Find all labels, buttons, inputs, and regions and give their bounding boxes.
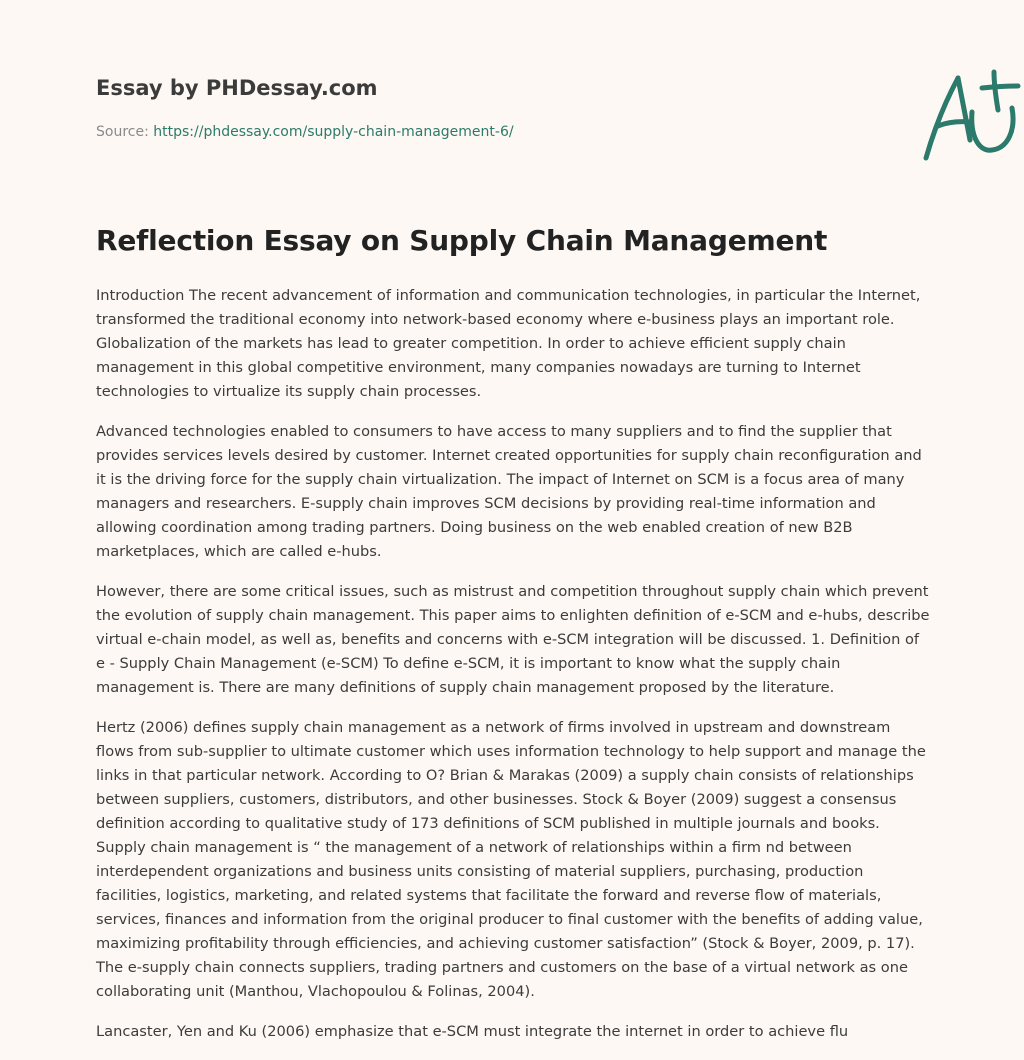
source-link[interactable]: https://phdessay.com/supply-chain-management-6/ — [153, 124, 514, 140]
essay-paragraph: Advanced technologies enabled to consumers to have access to many suppliers and to find the supplier that provides services levels desired by customer. Internet created opportunities for supply chain reconfiguration and it is the driving force for the supply chain virtualization. The impact of Internet on SCM is a focus area of many managers and researchers. E-supply chain improves SCM decisions by providing real-time information and allowing coordination among trading partners. Doing business on the web enabled creation of new B2B marketplaces, which are called e-hubs. — [96, 423, 922, 560]
essay-body — [96, 284, 930, 1060]
essay-paragraph: Lancaster, Yen and Ku (2006) emphasize that e-SCM must integrate the internet in order to achieve flu — [96, 1023, 849, 1040]
essay-paragraph: Introduction The recent advancement of information and communication technologies, in particular the Internet, transformed the traditional economy into network-based economy where e-business plays an important role. Globalization of the markets has lead to greater competition. In order to achieve efficient supply chain management in this global competitive environment, many companies nowadays are turning to Internet technologies to virtualize its supply chain processes. — [96, 287, 921, 400]
a-plus-logo-icon — [918, 68, 1024, 164]
essay-paragraph: Hertz (2006) defines supply chain management as a network of firms involved in upstream and downstream flows from sub-supplier to ultimate customer which uses information technology to help support and manage the links in that particular network. According to O? Brian & Marakas (2009) a supply chain consists of relationships between suppliers, customers, distributors, and other businesses. Stock & Boyer (2009) suggest a consensus definition according to qualitative study of 173 definitions of SCM published in multiple journals and books. Supply chain management is “ the management of a network of relationships within a firm nd between interdependent organizations and business units consisting of material suppliers, purchasing, production facilities, logistics, marketing, and related systems that facilitate the forward and reverse flow of materials, services, finances and information from the original producer to final customer with the benefits of adding value, maximizing profitability through efficiencies, and achieving customer satisfaction” (Stock & Boyer, 2009, p. 17). The e-supply chain connects suppliers, trading partners and customers on the base of a virtual network as one collaborating unit (Manthou, Vlachopoulou & Folinas, 2004). — [96, 719, 926, 1000]
essay-title: Reflection Essay on Supply Chain Management — [96, 224, 828, 257]
source-label: Source: — [96, 124, 154, 140]
site-brand: Essay by PHDessay.com — [96, 76, 378, 100]
source-line — [96, 124, 514, 140]
essay-paragraph: However, there are some critical issues, such as mistrust and competition throughout supply chain which prevent the evolution of supply chain management. This paper aims to enlighten definition of e-SCM and e-hubs, describe virtual e-chain model, as well as, benefits and concerns with e-SCM integration will be discussed. 1. Definition of e - Supply Chain Management (e-SCM) To define e-SCM, it is important to know what the supply chain management is. There are many definitions of supply chain management proposed by the literature. — [96, 583, 930, 696]
